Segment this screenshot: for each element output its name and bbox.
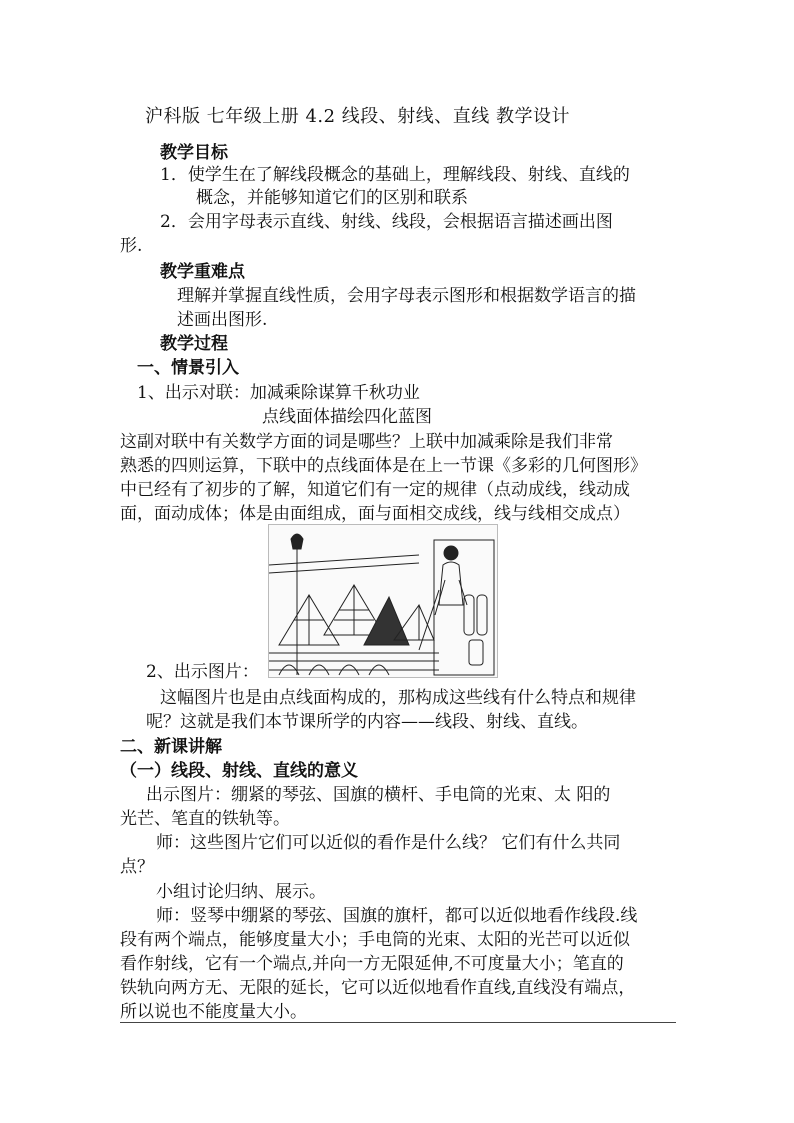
paragraph-1-line-1: 这副对联中有关数学方面的词是哪些？上联中加减乘除是我们非常	[120, 432, 613, 452]
paragraph-4-line-2: 点？	[120, 857, 154, 877]
paragraph-6-line-3: 看作射线，它有一个端点,并向一方无限延伸,不可度量大小；笔直的	[120, 954, 624, 974]
key-points-line-2: 述画出图形.	[177, 310, 268, 330]
paragraph-5: 小组讨论归纳、展示。	[156, 882, 326, 902]
subsection-1-heading: （一）线段、射线、直线的意义	[120, 761, 358, 781]
objectives-heading: 教学目标	[160, 143, 228, 163]
objective-1-line-1: 1．使学生在了解线段概念的基础上，理解线段、射线、直线的	[160, 165, 630, 185]
paragraph-1-line-4: 面，面动成体；体是由面组成，面与面相交成线，线与线相交成点）	[120, 504, 630, 524]
section-2-heading: 二、新课讲解	[120, 737, 222, 757]
section-1-heading: 一、情景引入	[137, 358, 239, 378]
paragraph-6-line-1: 师：竖琴中绷紧的琴弦、国旗的旗杆，都可以近似地看作线段.线	[156, 906, 638, 926]
couplet-line-2: 点线面体描绘四化蓝图	[262, 407, 432, 427]
paragraph-2-line-2: 呢？这就是我们本节课所学的内容——线段、射线、直线。	[146, 712, 588, 732]
objective-1-line-2: 概念，并能够知道它们的区别和联系	[196, 188, 468, 208]
street-scene-illustration	[268, 524, 498, 678]
bottom-rule	[120, 1022, 676, 1023]
paragraph-6-line-5: 所以说也不能度量大小。	[120, 1002, 307, 1022]
paragraph-1-line-3: 中已经有了初步的了解，知道它们有一定的规律（点动成线，线动成	[120, 480, 630, 500]
document-title: 沪科版 七年级上册 4.2 线段、射线、直线 教学设计	[145, 106, 571, 127]
objective-2-line-2: 形.	[120, 236, 143, 256]
objective-2-line-1: 2．会用字母表示直线、射线、线段，会根据语言描述画出图	[160, 212, 613, 232]
couplet-line-1: 1、出示对联：加减乘除谋算千秋功业	[137, 383, 420, 403]
process-heading: 教学过程	[160, 334, 228, 354]
paragraph-3-line-2: 光芒、笔直的铁轨等。	[120, 809, 290, 829]
paragraph-4-line-1: 师：这些图片它们可以近似的看作是什么线？ 它们有什么共同	[156, 833, 621, 853]
key-points-line-1: 理解并掌握直线性质，会用字母表示图形和根据数学语言的描	[177, 286, 636, 306]
paragraph-6-line-4: 铁轨向两方无、无限的延长，它可以近似地看作直线,直线没有端点，	[120, 978, 636, 998]
paragraph-3-line-1: 出示图片：绷紧的琴弦、国旗的横杆、手电筒的光束、太 阳的	[146, 785, 611, 805]
paragraph-6-line-2: 段有两个端点，能够度量大小；手电筒的光束、太阳的光芒可以近似	[120, 930, 630, 950]
key-points-heading: 教学重难点	[160, 262, 245, 282]
paragraph-1-line-2: 熟悉的四则运算，下联中的点线面体是在上一节课《多彩的几何图形》	[120, 456, 647, 476]
paragraph-2-line-1: 这幅图片也是由点线面构成的，那构成这些线有什么特点和规律	[160, 688, 636, 708]
picture-label: 2、出示图片：	[146, 662, 259, 682]
